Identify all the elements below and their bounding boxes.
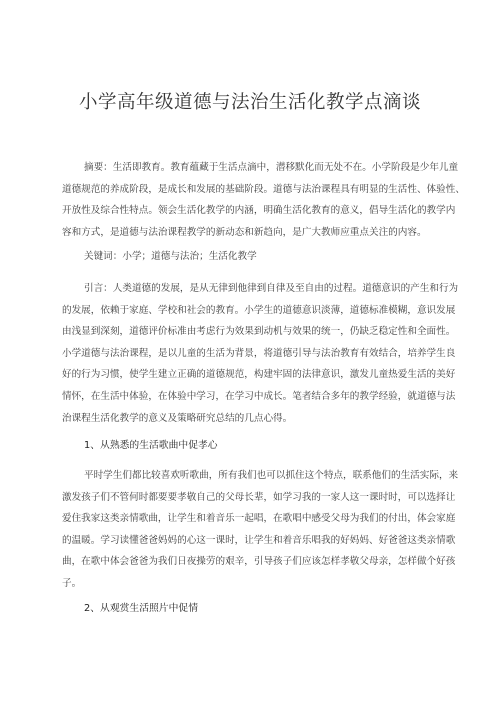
section1-line: 爱住我家这类亲情歌曲，让学生和着音乐一起唱，在歌唱中感受父母为我们的付出，体会家庭 <box>62 513 456 525</box>
section1-paragraph <box>62 465 459 595</box>
abstract-line: 道德规范的养成阶段，是成长和发展的基础阶段。道德与法治课程具有明显的生活性、体验性、 <box>62 183 465 195</box>
intro-line: 治课程生活化教学的意义及策略研究总结的几点心得。 <box>62 412 293 424</box>
section1-line: 激发孩子们不管何时都要要孝敬自己的父母长辈，如学习我的一家人这一课时时，可以选择让 <box>62 491 456 503</box>
section1-line: 的温暖。学习读懂爸爸妈妈的心这一课时，让学生和着音乐唱我的好妈妈、好爸爸这类亲情歌 <box>62 534 456 546</box>
intro-line: 由浅显到深刻，道德评价标准由考虑行为效果到动机与效果的统一，仍缺乏稳定性和全面性。 <box>62 326 456 338</box>
abstract-line: 摘要：生活即教育。教育蕴藏于生活点滴中，潜移默化而无处不在。小学阶段是少年儿童 <box>84 162 459 173</box>
section1-line: 子。 <box>62 577 82 589</box>
section1-line: 平时学生们都比较喜欢听歌曲，所有我们也可以抓住这个特点，联系他们的生活实际，来 <box>84 470 459 481</box>
abstract-paragraph <box>62 157 465 243</box>
keywords-line: 关键词：小学；道德与法治；生活化教学 <box>84 251 257 262</box>
intro-line: 情怀，在生活中体验，在体验中学习，在学习中成长。笔者结合多年的教学经验，就道德与法 <box>62 390 456 402</box>
section-heading: 2、从观赏生活照片中促情 <box>84 603 198 614</box>
abstract-line: 开放性及综合性特点。领会生活化教学的内涵，明确生活化教育的意义，倡导生活化的教学内 <box>62 205 456 217</box>
intro-line: 小学道德与法治课程，是以儿童的生活为背景，将道德引导与法治教育有效结合，培养学生良 <box>62 347 456 359</box>
intro-paragraph <box>62 278 459 429</box>
section1-line: 曲，在歌中体会爸爸为我们日夜操劳的艰辛，引导孩子们应该怎样孝敬父母亲，怎样做个好孩 <box>62 556 456 568</box>
section-heading: 1、从熟悉的生活歌曲中促孝心 <box>84 440 218 451</box>
document-title: 小学高年级道德与法治生活化教学点滴谈 <box>78 92 421 113</box>
intro-line: 好的行为习惯，使学生建立正确的道德规范，构建牢固的法律意识，激发儿童热爱生活的美好 <box>62 369 456 381</box>
intro-line: 的发展，依赖于家庭、学校和社会的教育。小学生的道德意识淡薄，道德标准模糊，意识发展 <box>62 304 456 316</box>
keywords-paragraph <box>62 246 440 268</box>
intro-line: 引言：人类道德的发展，是从无律到他律到自律及至自由的过程。道德意识的产生和行为 <box>84 283 459 294</box>
abstract-line: 容和方式，是道德与法治课程教学的新动态和新趋向，是广大教师应重点关注的内容。 <box>62 226 427 238</box>
